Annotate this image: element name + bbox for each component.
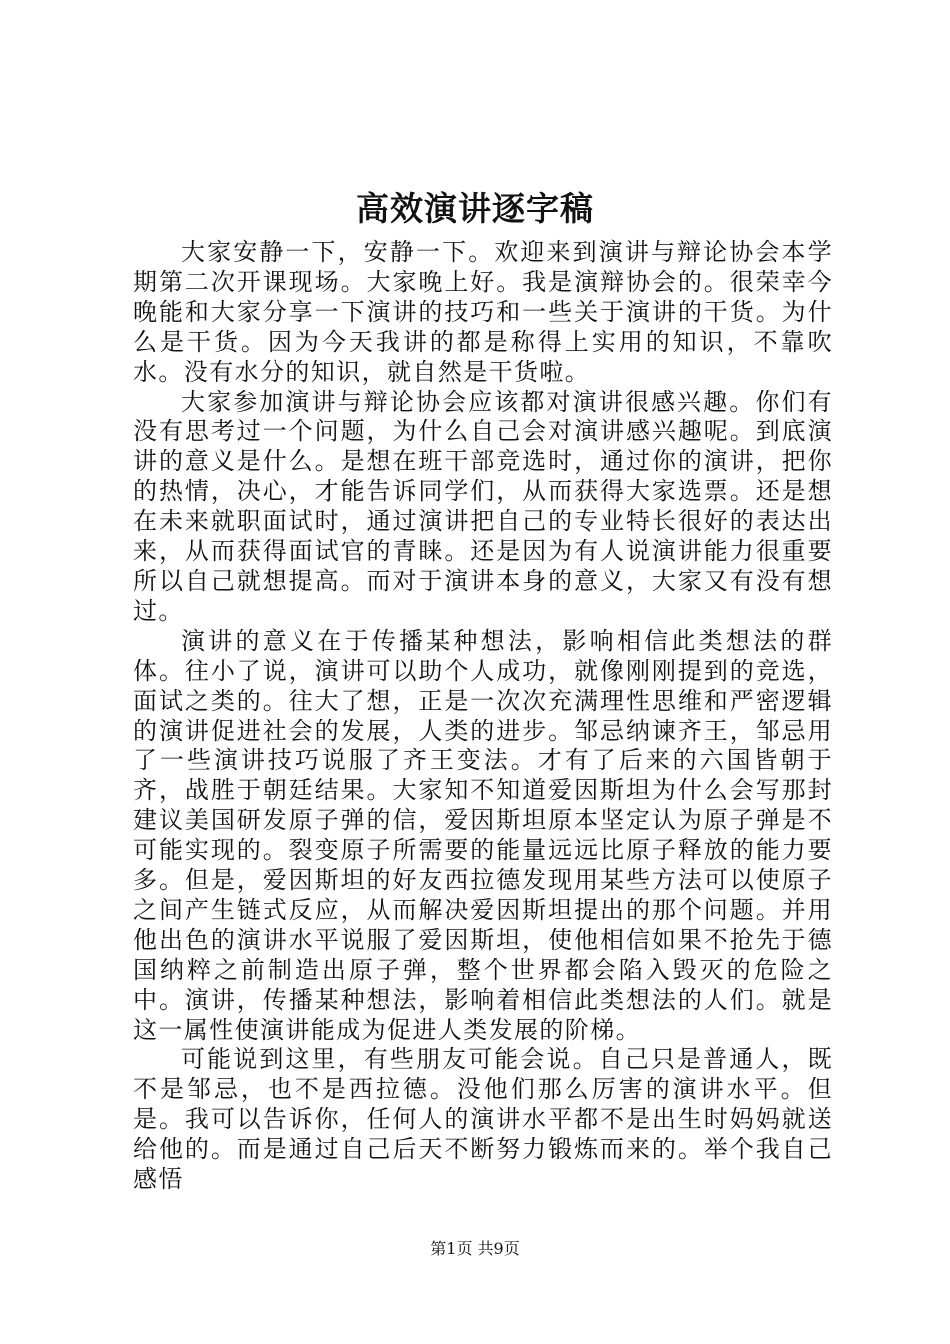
paragraph: 演讲的意义在于传播某种想法，影响相信此类想法的群体。往小了说，演讲可以助个人成功，就像刚刚提到的竞选，面试之类的。往大了想，正是一次次充满理性思维和严密逻辑的演讲促进社会的发展，人类的进步。邹忌纳谏齐王，邹忌用了一些演讲技巧说服了齐王变法。才有了后来的六国皆朝于齐，战胜于朝廷结果。大家知不知道爱因斯坦为什么会写那封建议美国研发原子弹的信，爱因斯坦原本坚定认为原子弹是不可能实现的。裂变原子所需要的能量远远比原子释放的能力要多。但是，爱因斯坦的好友西拉德发现用某些方法可以使原子之间产生链式反应，从而解决爱因斯坦提出的那个问题。并用他出色的演讲水平说服了爱因斯坦，使他相信如果不抢先于德国纳粹之前制造出原子弹，整个世界都会陷入毁灭的危险之中。演讲，传播某种想法，影响着相信此类想法的人们。就是这一属性使演讲能成为促进人类发展的阶梯。 <box>133 626 833 1044</box>
paragraph: 大家参加演讲与辩论协会应该都对演讲很感兴趣。你们有没有思考过一个问题，为什么自己会对演讲感兴趣呢。到底演讲的意义是什么。是想在班干部竞选时，通过你的演讲，把你的热情，决心，才能告诉同学们，从而获得大家选票。还是想在未来就职面试时，通过演讲把自己的专业特长很好的表达出来，从而获得面试官的青睐。还是因为有人说演讲能力很重要所以自己就想提高。而对于演讲本身的意义，大家又有没有想过。 <box>133 387 833 625</box>
document-body <box>133 238 833 1195</box>
page-number-footer: 第1页 共9页 <box>430 1239 520 1258</box>
paragraph: 可能说到这里，有些朋友可能会说。自己只是普通人，既不是邹忌，也不是西拉德。没他们那么厉害的演讲水平。但是。我可以告诉你，任何人的演讲水平都不是出生时妈妈就送给他的。而是通过自己后天不断努力锻炼而来的。举个我自己感悟 <box>133 1045 833 1194</box>
paragraph: 大家安静一下，安静一下。欢迎来到演讲与辩论协会本学期第二次开课现场。大家晚上好。我是演辩协会的。很荣幸今晚能和大家分享一下演讲的技巧和一些关于演讲的干货。为什么是干货。因为今天我讲的都是称得上实用的知识，不靠吹水。没有水分的知识，就自然是干货啦。 <box>133 238 833 386</box>
document-title: 高效演讲逐字稿 <box>356 189 594 228</box>
